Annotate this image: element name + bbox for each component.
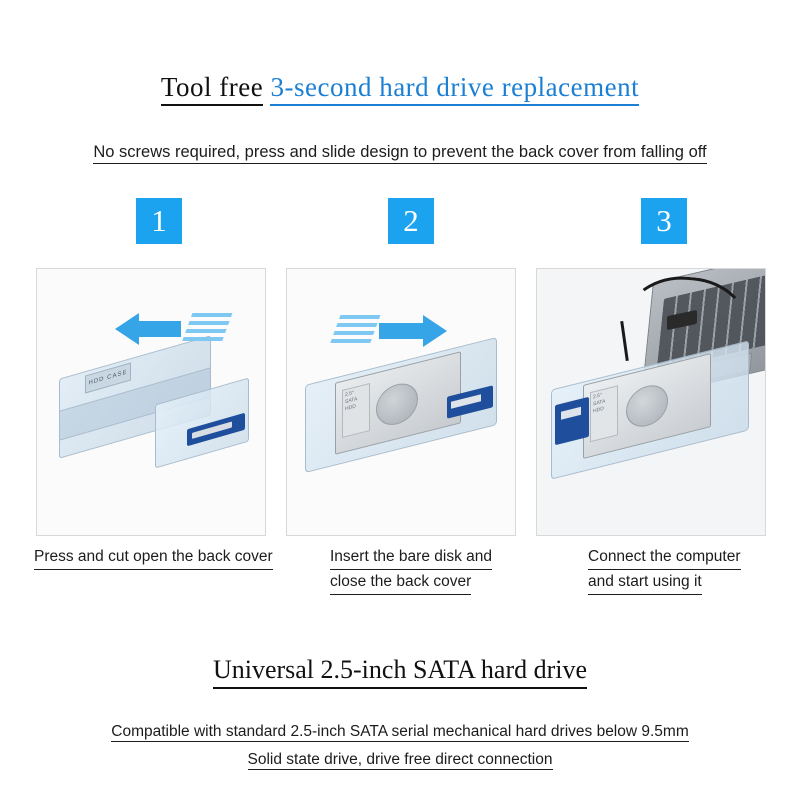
motion-hatch-icon [182,313,233,343]
step-3-caption-line-2: and start using it [588,570,702,595]
footer-line-2: Solid state drive, drive free direct connection [247,751,553,768]
footer-line-1-wrap [0,718,800,746]
enclosure-label: HDD CASE [85,362,131,393]
step-captions [0,541,800,621]
footer-line-1: Compatible with standard 2.5-inch SATA serial mechanical hard drives below 9.5mm [111,723,689,740]
step-3-caption-line-1: Connect the computer [588,545,741,570]
slide-arrow-right-icon [379,315,447,347]
step-badge-3: 3 [641,198,687,244]
step-badge-1: 1 [136,198,182,244]
step-1-image [36,268,266,536]
step-2-caption-line-2: close the back cover [330,570,471,595]
step-2-image [286,268,516,536]
hard-drive-label: 2.5" SATA HDD [590,385,618,442]
footer-title-text: Universal 2.5-inch SATA hard drive [213,655,587,689]
step-3-caption [588,545,778,595]
subheading-text: No screws required, press and slide design to prevent the back cover from falling off [93,143,706,164]
page-headline [0,72,800,103]
step-badge-2: 2 [388,198,434,244]
step-2-caption-line-1: Insert the bare disk and [330,545,492,570]
step-2-caption [330,545,545,595]
headline-part-two: 3-second hard drive replacement [270,72,639,106]
step-3-image [536,268,766,536]
hard-drive-label: 2.5" SATA HDD [342,383,370,438]
slide-arrow-left-icon [115,313,181,345]
hard-drive-platter-icon [626,381,668,431]
motion-hatch-icon [330,315,381,345]
headline-part-one: Tool free [161,72,263,106]
step-1-caption-line: Press and cut open the back cover [34,545,273,570]
page-subheading [0,143,800,162]
hard-drive-platter-icon [376,379,418,429]
step-1-caption [34,545,284,570]
pcb-connector-icon [555,397,589,445]
footer-title [0,655,800,685]
step-illustrations [36,268,764,536]
footer-description [0,718,800,774]
step-badges [38,198,762,248]
footer-line-2-wrap [0,746,800,774]
